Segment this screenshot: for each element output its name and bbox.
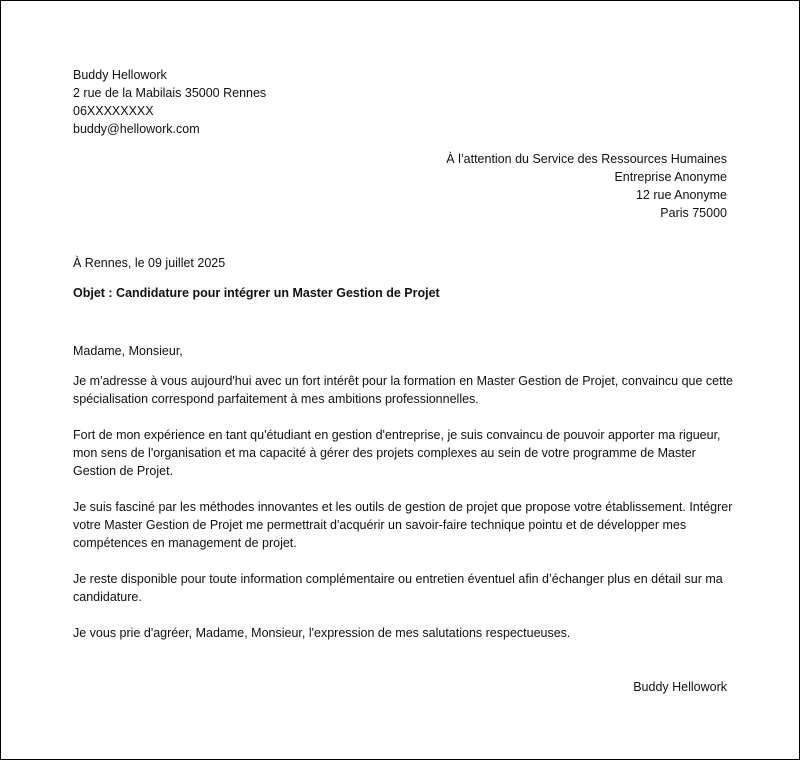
letter-body [73,372,733,660]
recipient-company: Entreprise Anonyme [614,170,727,184]
recipient-city: Paris 75000 [660,206,727,220]
sender-name: Buddy Hellowork [73,68,167,82]
body-paragraph: Je suis fasciné par les méthodes innovantes et les outils de gestion de projet que propose votre établissement. Intégrer votre Master Gestion de Projet me permettrait d'acquérir un savoir-faire technique pointu et de développer mes compétences en management de projet. [73,500,733,550]
subject-line: Objet : Candidature pour intégrer un Master Gestion de Projet [73,286,440,300]
sender-phone: 06XXXXXXXX [73,104,154,118]
sender-address: 2 rue de la Mabilais 35000 Rennes [73,86,267,100]
recipient-block [446,150,727,222]
recipient-street: 12 rue Anonyme [635,188,727,202]
closing-paragraph: Je vous prie d'agréer, Madame, Monsieur, l'expression de mes salutations respectueuses. [73,626,571,640]
body-paragraph: Fort de mon expérience en tant qu'étudiant en gestion d'entreprise, je suis convaincu de pouvoir apporter ma rigueur, mon sens de l'organisation et ma capacité à gérer des projets complexes au sein de votre programme de Master Gestion de Projet. [73,428,721,478]
salutation: Madame, Monsieur, [73,344,183,358]
body-paragraph: Je reste disponible pour toute information complémentaire ou entretien éventuel afin d’échanger plus en détail sur ma candidature. [73,572,723,604]
recipient-attention: À l’attention du Service des Ressources Humaines [446,152,727,166]
signature: Buddy Hellowork [633,680,727,694]
sender-block [73,66,266,138]
body-paragraph: Je m'adresse à vous aujourd'hui avec un fort intérêt pour la formation en Master Gestion de Projet, convaincu que cette spécialisation correspond parfaitement à mes ambitions professionnelles. [73,374,733,406]
date-line: À Rennes, le 09 juillet 2025 [73,256,226,270]
sender-email: buddy@hellowork.com [73,122,200,136]
